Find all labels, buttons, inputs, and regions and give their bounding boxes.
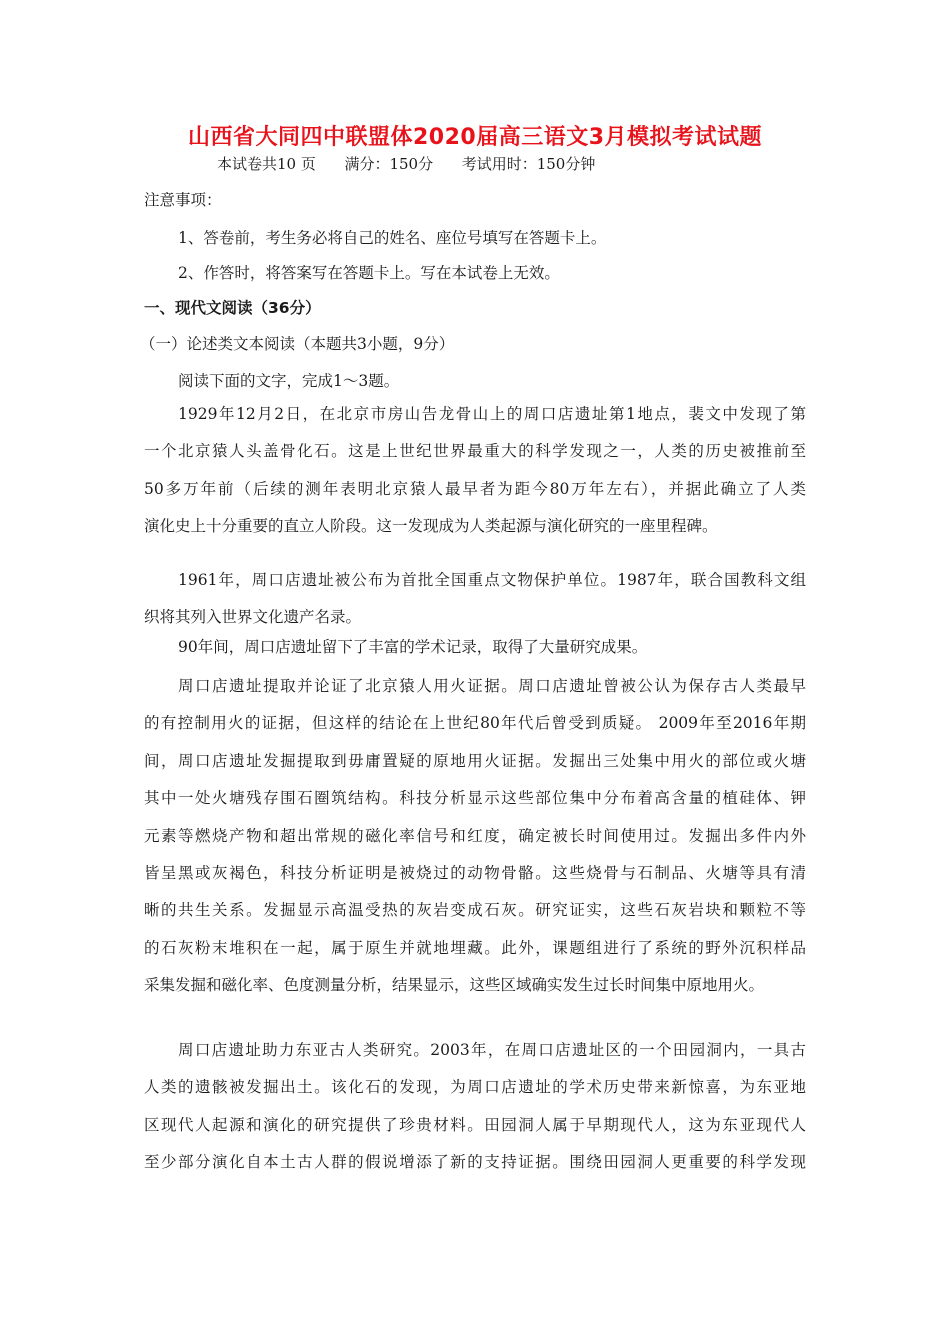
paragraph-line: 90年间，周口店遗址留下了丰富的学术记录，取得了大量研究成果。 <box>178 638 648 656</box>
notice-item-1: 1、答卷前，考生务必将自己的姓名、座位号填写在答题卡上。 <box>178 229 607 247</box>
paragraph-line: 元素等燃烧产物和超出常规的磁化率信号和红度，确定被长时间使用过。发掘出多件内外 <box>144 826 806 845</box>
paragraph-line: 其中一处火塘残存围石圈筑结构。科技分析显示这些部位集中分布着高含量的植硅体、钾 <box>144 789 806 808</box>
paragraph-line: 50多万年前（后续的测年表明北京猿人最早者为距今80万年左右），并据此确立了人类 <box>144 479 806 498</box>
exam-title: 山西省大同四中联盟体2020届高三语文3月模拟考试试题 <box>187 125 763 150</box>
paragraph-line: 的有控制用火的证据，但这样的结论在上世纪80年代后曾受到质疑。 2009年至2016年期 <box>144 714 806 733</box>
paragraph-line: 1961年，周口店遗址被公布为首批全国重点文物保护单位。1987年，联合国教科文组 <box>178 571 806 589</box>
paragraph-5 <box>144 1032 806 1182</box>
paragraph-line: 一个北京猿人头盖骨化石。这是上世纪世界最重大的科学发现之一，人类的历史被推前至 <box>144 442 806 461</box>
paragraph-line: 间，周口店遗址发掘提取到毋庸置疑的原地用火证据。发掘出三处集中用火的部位或火塘 <box>144 751 806 770</box>
paragraph-line: 皆呈黑或灰褐色，科技分析证明是被烧过的动物骨骼。这些烧骨与石制品、火塘等具有清 <box>144 864 806 883</box>
paragraph-line: 晰的共生关系。发掘显示高温受热的灰岩变成石灰。研究证实，这些石灰岩块和颗粒不等 <box>144 901 806 920</box>
notice-item-2: 2、作答时，将答案写在答题卡上。写在本试卷上无效。 <box>178 264 560 282</box>
paragraph-2 <box>144 562 806 637</box>
paragraph-3 <box>144 629 806 666</box>
exam-meta: 本试卷共10 页 满分：150分 考试用时：150分钟 <box>217 155 596 173</box>
paragraph-line: 人类的遗骸被发掘出土。该化石的发现，为周口店遗址的学术历史带来新惊喜，为东亚地 <box>144 1078 806 1097</box>
notice-heading: 注意事项： <box>144 191 222 209</box>
paragraph-line: 的石灰粉末堆积在一起，属于原生并就地埋藏。此外，课题组进行了系统的野外沉积样品 <box>144 938 806 957</box>
paragraph-line: 织将其列入世界文化遗产名录。 <box>144 608 362 627</box>
paragraph-line: 周口店遗址助力东亚古人类研究。2003年，在周口店遗址区的一个田园洞内，一具古 <box>178 1041 806 1059</box>
paragraph-4 <box>144 668 806 1005</box>
section-heading: 一、现代文阅读（36分） <box>144 299 321 317</box>
paragraph-line: 演化史上十分重要的直立人阶段。这一发现成为人类起源与演化研究的一座里程碑。 <box>144 517 718 536</box>
paragraph-line: 至少部分演化自本土古人群的假说增添了新的支持证据。围绕田园洞人更重要的科学发现 <box>144 1153 806 1172</box>
subsection-heading: （一）论述类文本阅读（本题共3小题，9分） <box>140 335 455 353</box>
paragraph-1 <box>144 396 806 546</box>
paragraph-line: 区现代人起源和演化的研究提供了珍贵材料。田园洞人属于早期现代人，这为东亚现代人 <box>144 1115 806 1134</box>
paragraph-line: 1929年12月2日，在北京市房山告龙骨山上的周口店遗址第1地点，裴文中发现了第 <box>178 405 806 423</box>
reading-instruction: 阅读下面的文字，完成1～3题。 <box>178 372 400 390</box>
paragraph-line: 采集发掘和磁化率、色度测量分析，结果显示，这些区域确实发生过长时间集中原地用火。 <box>144 976 765 995</box>
paragraph-line: 周口店遗址提取并论证了北京猿人用火证据。周口店遗址曾被公认为保存古人类最早 <box>178 677 806 695</box>
